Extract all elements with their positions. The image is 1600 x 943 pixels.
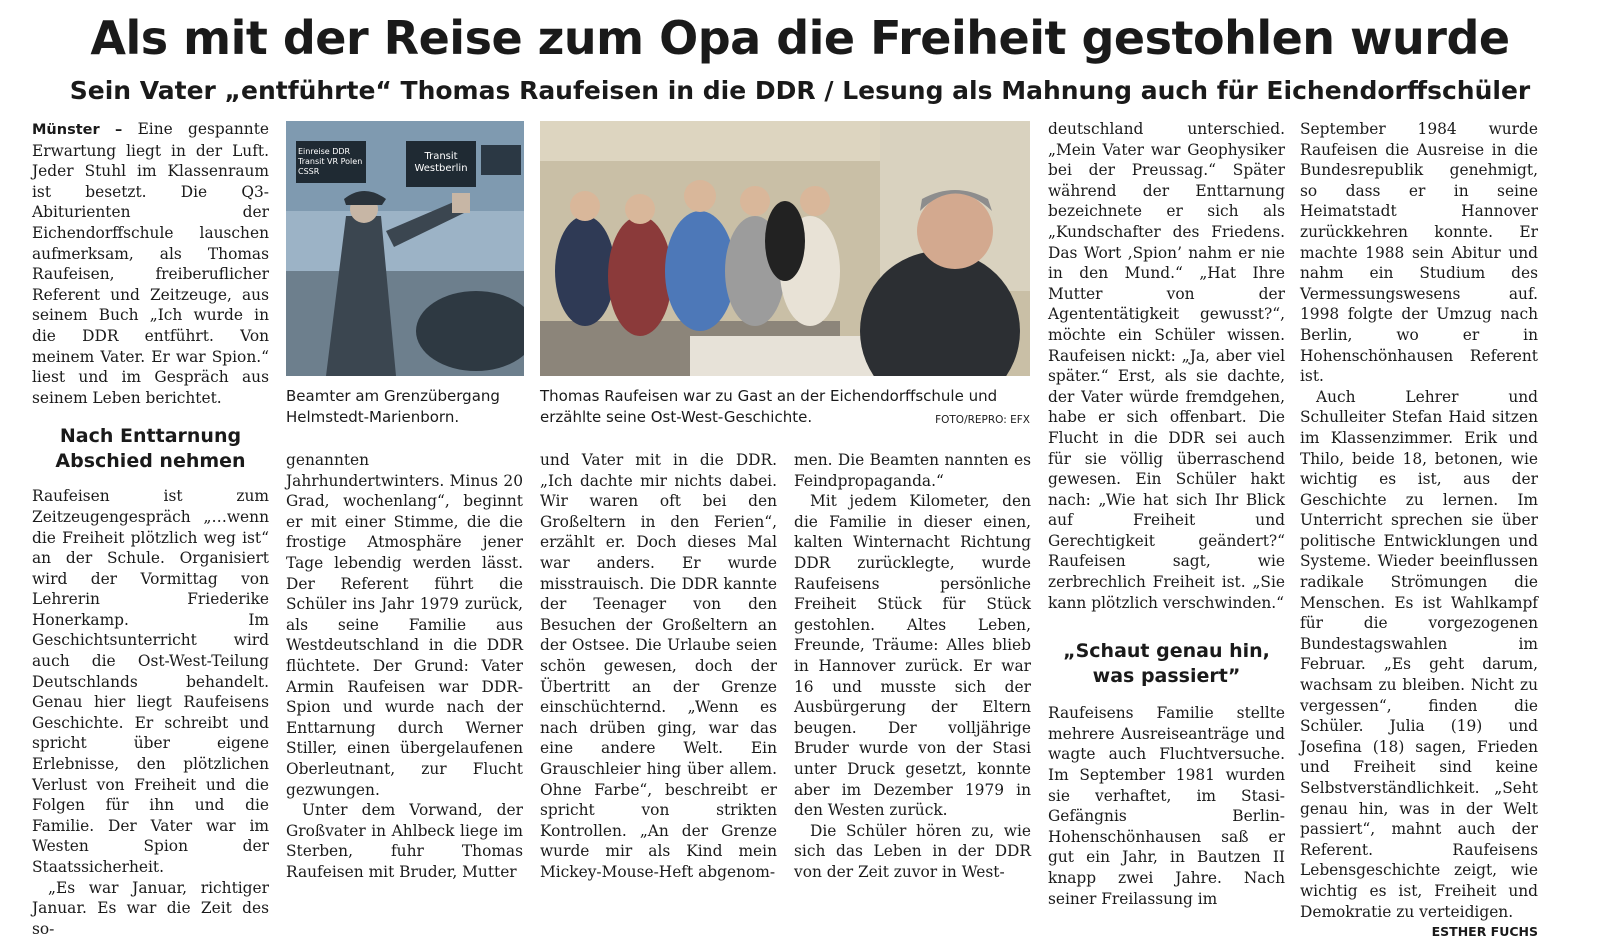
paragraph: deutschland unterschied. „Mein Vater war Geophysiker bei der Preussag.“ Später während der Enttarnung bezeichnete er sich als „Kundschafter des Friedens. Das Wort ‚Spion’ nahm er nie in den Mund.“ „Hat Ihre Mutter von der Agententätigkeit gewusst?“, möchte ein Schüler wissen. Raufeisen nickt: „Ja, aber viel später.“ Erst, als sie dachte, der Vater würde fremdgehen, habe er sich offenbart. Die Flucht in die DDR sei auch für sie völlig überraschend gewesen. Ein Schüler hakt nach: „Wie hat sich Ihr Blick auf Freiheit und Gerechtigkeit geändert?“ Raufeisen sagt, wie zerbrechlich Freiheit ist. „Sie kann plötzlich verschwinden.“ <box>1048 120 1285 612</box>
column-6 <box>1300 119 1538 943</box>
subheadline: Sein Vater „entführte“ Thomas Raufeisen in die DDR / Lesung als Mahnung auch für Eichendorffschüler <box>69 76 1531 105</box>
subhead-schaut-genau-hin: „Schaut genau hin, was passiert” <box>1063 640 1270 688</box>
paragraph: „Es war Januar, richtiger Januar. Es war die Zeit des so- <box>32 878 269 938</box>
paragraph: und Vater mit in die DDR. „Ich dachte mir nichts dabei. Wir waren oft bei den Großeltern in den Ferien“, erzählt er. Doch dieses Mal war anders. Er wurde misstrauisch. Die DDR kannte der Teenager von den Besuchen der Großeltern an der Ostsee. Die Urlaube seien schön gewesen, doch der Übertritt an der Grenze einschüchternd. „Wenn es nach drüben ging, war das eine andere Welt. Ein Grauschleier hing über allem. Ohne Farbe“, beschreibt er spricht von strikten Kontrollen. „An der Grenze wurde mir als Kind mein Mickey-Mouse-Heft abgenom- <box>540 451 777 881</box>
paragraph: genannten Jahrhundertwinters. Minus 20 Grad, wochenlang“, beginnt er mit einer Stimme, die die frostige Atmosphäre jener Tage lebendig werden lässt. Der Referent führt die Schüler ins Jahr 1979 zurück, als seine Familie aus Westdeutschland in die DDR flüchtete. Der Grund: Vater Armin Raufeisen war DDR-Spion und wurde nach der Enttarnung durch Werner Stiller, einen übergelaufenen Oberleutnant, zur Flucht gezwungen. <box>286 451 523 799</box>
dateline: Münster – <box>32 122 123 138</box>
paragraph: Unter dem Vorwand, der Großvater in Ahlbeck liege im Sterben, fuhr Thomas Raufeisen mit Bruder, Mutter <box>286 801 523 881</box>
photo-2-caption: Thomas Raufeisen war zu Gast an der Eichendorffschule und erzählte seine Ost-West-Geschichte. FOTO/REPRO: EFX <box>540 386 1030 431</box>
photo-1-caption: Beamter am Grenzübergang Helmstedt-Marienborn. <box>286 387 500 426</box>
photo-credit: FOTO/REPRO: EFX <box>935 414 1030 426</box>
column-5 <box>1048 119 1285 909</box>
column-4 <box>794 450 1031 882</box>
paragraph: Die Schüler hören zu, wie sich das Leben in der DDR von der Zeit zuvor in West- <box>794 821 1031 881</box>
paragraph: men. Die Beamten nannten es Feindpropaganda.“ <box>794 451 1031 490</box>
paragraph: September 1984 wurde Raufeisen die Ausreise in die Bundesrepublik genehmigt, so dass er in seine Heimatstadt Hannover zurückkehren konnte. Er machte 1988 sein Abitur und nahm ein Studium des Vermessungswesens auf. 1998 folgte der Umzug nach Berlin, wo er in Hohenschönhausen Referent ist. <box>1300 120 1538 386</box>
sign-1-text: Einreise DDR Transit VR Polen CSSR <box>298 147 363 176</box>
paragraph: Mit jedem Kilometer, den die Familie in dieser einen, kalten Winternacht Richtung DDR zurücklegte, wurde Raufeisens persönliche Freiheit Stück für Stück gestohlen. Altes Leben, Freunde, Träume: Alles blieb in Hannover zurück. Er war 16 und musste sich der Ausbürgerung der Eltern beugen. Der volljährige Bruder wurde von der Stasi unter Druck gesetzt, konnte aber im Dezember 1979 in den Westen zurück. <box>794 492 1031 820</box>
column-2 <box>286 450 523 882</box>
subhead-enttarnung: Nach Enttarnung Abschied nehmen <box>55 425 246 473</box>
column-1 <box>32 119 269 939</box>
sign-2-text: Transit Westberlin <box>414 151 468 174</box>
classroom-image <box>540 121 1030 376</box>
paragraph: Raufeisen ist zum Zeitzeugengespräch „…wenn die Freiheit plötzlich weg ist“ an der Schule. Organisiert wird der Vormittag von Lehrerin Friederike Honerkamp. Im Geschichtsunterricht wird auch die Ost-West-Teilung Deutschlands behandelt. Genau hier liegt Raufeisens Geschichte. Er schreibt und spricht über eigene Erlebnisse, den plötzlichen Verlust von Freiheit und die Folgen für ihn und die Familie. Der Vater war im Westen Spion der Staatssicherheit. <box>32 487 269 876</box>
column-3 <box>540 450 777 882</box>
headline: Als mit der Reise zum Opa die Freiheit gestohlen wurde <box>90 11 1510 65</box>
photo-classroom <box>540 121 1030 376</box>
lead-paragraph: Münster – Eine gespannte Erwartung liegt in der Luft. Jeder Stuhl im Klassenraum ist besetzt. Die Q3-Abiturienten der Eichendorffschule lauschen aufmerksam, als Thomas Raufeisen, freiberuflicher Referent und Zeitzeuge, aus seinem Buch „Ich wurde in die DDR entführt. Von meinem Vater. Er war Spion.“ liest und im Gespräch aus seinem Leben berichtet. <box>32 120 270 407</box>
author-byline: ESTHER FUCHS <box>1431 924 1538 940</box>
photo-border-official <box>286 121 524 376</box>
paragraph: Raufeisens Familie stellte mehrere Ausreiseanträge und wagte auch Fluchtversuche. Im September 1981 wurden sie verhaftet, im Stasi-Gefängnis Berlin-Hohenschönhausen saß er gut ein Jahr, in Bautzen II knapp zwei Jahre. Nach seiner Freilassung im <box>1048 704 1285 908</box>
paragraph: Auch Lehrer und Schulleiter Stefan Haid sitzen im Klassenzimmer. Erik und Thilo, beide 18, betonen, wie wichtig es ist, aus der Geschichte zu lernen. Im Unterricht sprechen sie über politische Entwicklungen und Systeme. Wieder beeinflussen radikale Strömungen die Menschen. Es ist Wahlkampf für die vorgezogenen Bundestagswahlen im Februar. „Es geht darum, wachsam zu bleiben. Nicht zu vergessen“, finden die Schüler. Julia (19) und Josefina (18) sagen, Frieden und Freiheit sind keine Selbstverständlichkeit. „Seht genau hin, was in der Welt passiert“, mahnt auch der Referent. Raufeisens Lebensgeschichte zeigt, wie wichtig es ist, Freiheit und Demokratie zu verteidigen. ESTHER FUCHS <box>1300 387 1538 922</box>
